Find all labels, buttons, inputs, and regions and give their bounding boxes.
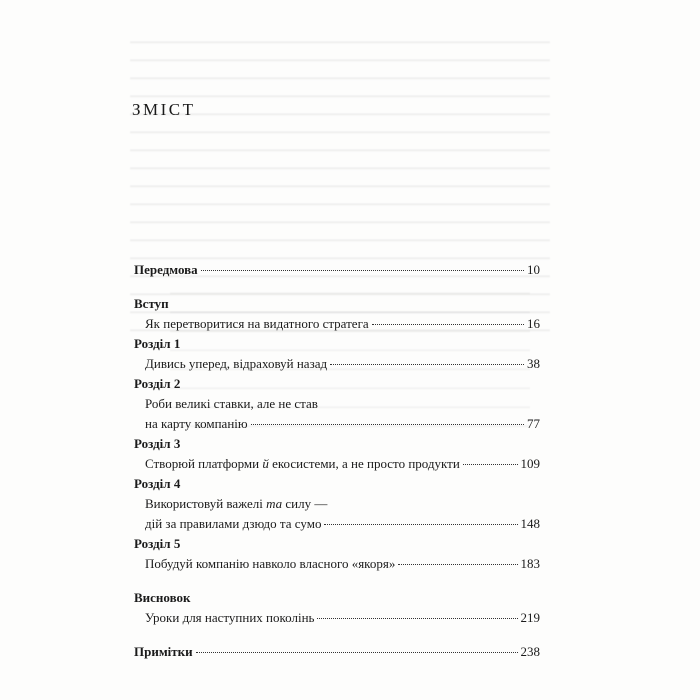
toc-entry-chapter-4[interactable]	[134, 494, 540, 534]
toc-entry-label: дій за правилами дзюдо та сумо	[145, 516, 322, 531]
toc-entry-label: Уроки для наступних поколінь	[145, 610, 315, 625]
toc-entry-line	[145, 514, 540, 534]
toc-entry-chapter-1[interactable]	[134, 354, 540, 374]
toc-page-number: 148	[520, 516, 540, 531]
dot-leader	[196, 652, 518, 653]
toc-entry-text: силу —	[282, 496, 328, 511]
toc-entry-label: Роби великі ставки, але не став	[145, 396, 318, 411]
toc-page-number: 16	[527, 316, 540, 331]
toc-entry-label: Дивись уперед, відраховуй назад	[145, 356, 328, 371]
dot-leader	[330, 364, 524, 365]
toc-entry-label: Передмова	[134, 262, 198, 277]
toc-page-number: 109	[520, 456, 540, 471]
toc-section-title: Вступ	[134, 296, 169, 311]
toc-page-number: 219	[520, 610, 540, 625]
toc-entry-text: Використовуй важелі	[145, 496, 267, 511]
toc-entry-foreword[interactable]	[134, 260, 540, 280]
toc-entry-emphasis: й	[262, 456, 269, 471]
page-title: ЗМІСТ	[132, 100, 196, 119]
toc-entry-label: Примітки	[134, 644, 193, 659]
toc-entry-label: на карту компанію	[145, 416, 248, 431]
toc-entry-text: Створюй платформи	[145, 456, 263, 471]
dot-leader	[251, 424, 524, 425]
toc-entry-label: Як перетворитися на видатного стратега	[145, 316, 369, 331]
toc-entry-label	[145, 494, 540, 514]
toc-chapter-title: Розділ 1	[134, 336, 181, 351]
toc-chapter-title: Розділ 3	[134, 436, 181, 451]
toc-entry-chapter-2[interactable]	[134, 394, 540, 434]
toc-entry-conclusion[interactable]	[134, 608, 540, 628]
toc-entry-intro[interactable]	[134, 314, 540, 334]
toc-chapter-title: Розділ 2	[134, 376, 181, 391]
toc-page-number: 77	[527, 416, 540, 431]
toc-page-number: 10	[527, 262, 540, 277]
toc-entry-text: екосистеми, а не просто продукти	[268, 456, 460, 471]
table-of-contents	[134, 260, 540, 662]
dot-leader	[398, 564, 517, 565]
toc-entry-chapter-5[interactable]	[134, 554, 540, 574]
dot-leader	[317, 618, 517, 619]
toc-page-number: 183	[520, 556, 540, 571]
toc-entry-chapter-3[interactable]	[134, 454, 540, 474]
toc-page-number: 238	[520, 644, 540, 659]
toc-entry-emphasis: та	[266, 496, 283, 511]
dot-leader	[201, 270, 524, 271]
toc-entry-label	[145, 454, 460, 474]
toc-entry-label: Побудуй компанію навколо власного «якоря»	[145, 556, 396, 571]
toc-section-title: Висновок	[134, 590, 191, 605]
toc-chapter-title: Розділ 5	[134, 536, 181, 551]
toc-page-number: 38	[527, 356, 540, 371]
dot-leader	[324, 524, 517, 525]
toc-entry-line	[145, 414, 540, 434]
toc-chapter-title: Розділ 4	[134, 476, 181, 491]
toc-entry-notes[interactable]	[134, 642, 540, 662]
dot-leader	[372, 324, 524, 325]
dot-leader	[463, 464, 518, 465]
